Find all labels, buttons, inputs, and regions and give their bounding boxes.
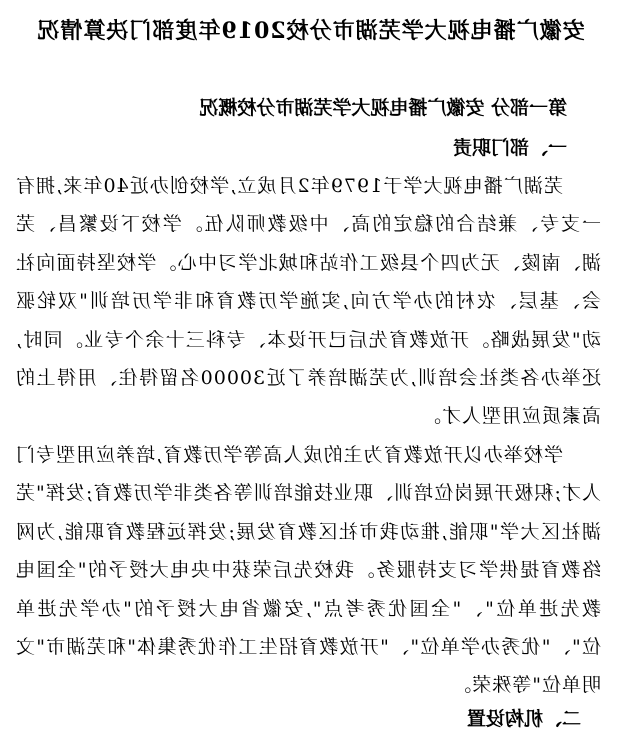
part-heading: 第一部分 安徽广播电视大学芜湖市分校概况 <box>199 97 567 119</box>
section-subheading: 一、部门职责 <box>452 137 567 159</box>
next-section-heading: 二、机构设置 <box>466 708 581 730</box>
body-paragraph: 学校举办以开放教育为主的成人高等学历教育,培养应用型专门人才;积极开展岗位培训、职业技能培训等各类非学历教育;发挥"芜湖社区大学"职能,推动我市社区教育发展;发挥远程教育职能,为网络教育提供学习支持服务。我校先后荣获中央电大授予的"全国电教先进单位"、"全国优秀考点",安徽省电大授予的"办学先进单位"、"优秀办学单位"、"开放教育招生工作优秀集体"和芜湖市"文明单位"等殊荣。 <box>15 444 601 697</box>
body-paragraph: 芜湖广播电视大学于1979年2月成立,学校创办近40年来,拥有一支专、兼结合的稳定的高、中级教师队伍。学校下设繁昌、芜湖、南陵、无为四个县级工作站和城北学习中心。学校坚持面向社会、基层、农村的办学方向,实施学历教育和非学历培训"双轮驱动"发展战略。开放教育先后已开设本、专科三十余个专业。同时,还举办各类社会培训,为芜湖培养了近30000名留得住、用得上的高素质应用型人才。 <box>15 175 601 428</box>
document-title: 安徽广播电视大学芜湖市分校2019年度部门决算情况 <box>36 18 585 44</box>
